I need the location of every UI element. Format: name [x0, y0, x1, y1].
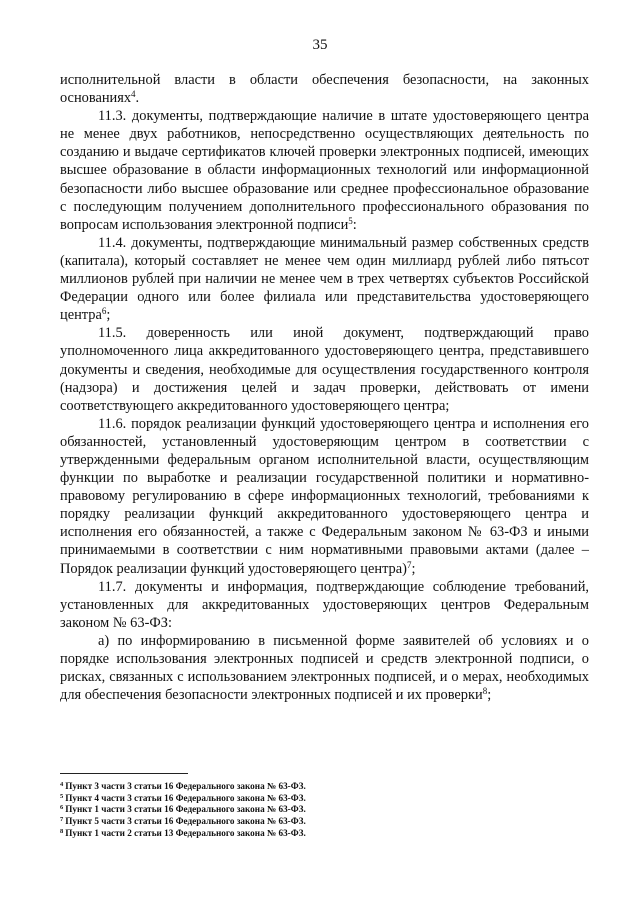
footnote-4: $^4$ Пункт 3 части 3 статьи 16 Федерального закона № 63-ФЗ.: [60, 781, 306, 791]
paragraph-11-4: 11.4. документы, подтверждающие минимальный размер собственных средств (капитала), который составляет не менее чем один миллиард рублей либо пятьсот миллионов рублей при наличии не менее чем в трех четвертях субъектов Российской Федерации одного или более филиала или представительства удостоверяющего центра$^6$;: [60, 234, 589, 324]
footnote-7: $^7$ Пункт 5 части 3 статьи 16 Федерального закона № 63-ФЗ.: [60, 816, 306, 827]
footnote-8: $^8$ Пункт 1 части 2 статьи 13 Федерального закона № 63-ФЗ.: [60, 827, 306, 838]
page-number: 35: [312, 37, 328, 53]
body-text: [60, 71, 589, 704]
footnote-ref[interactable]: 4: [131, 89, 136, 100]
paragraph-11-7-a: а) по информированию в письменной форме заявителей об условиях и о порядке использования электронных подписей и средств электронной подписи, о рисках, связанных с использованием электронных подписей, и о мерах, необходимых для обеспечения безопасности электронных подписей и их проверки$^8$;: [60, 632, 589, 704]
footnote-ref[interactable]: 5: [348, 215, 353, 226]
paragraph-11-6: 11.6. порядок реализации функций удостоверяющего центра и исполнения его обязанностей, установленный удостоверяющим центром в соответствии с утвержденными федеральным органом исполнительной власти, осуществляющим функции по выработке и реализации государственной политики и нормативно-правовому регулированию в сфере информационных технологий, требованиями к порядку реализации функций аккредитованного удостоверяющего центра и исполнения его обязанностей, а также с Федеральным законом № 63-ФЗ и иными принимаемыми в соответствии с ним нормативными правовыми актами (далее – Порядок реализации функций удостоверяющего центра)$^7$;: [60, 415, 589, 577]
footnote-ref[interactable]: 8: [482, 686, 488, 697]
footnote-ref[interactable]: 7: [406, 559, 412, 570]
footnote-5: $^5$ Пункт 4 части 3 статьи 16 Федерального закона № 63-ФЗ.: [60, 792, 306, 803]
footnotes: [60, 781, 589, 840]
paragraph-11-5: 11.5. доверенность или иной документ, подтверждающий право уполномоченного лица аккредитованного удостоверяющего центра, представившего документы и сведения, необходимые для осуществления государственного контроля (надзора) и достижения целей и задач проверки, действовать от имени соответствующего аккредитованного удостоверяющего центра;: [60, 325, 589, 414]
paragraph-continuation: исполнительной власти в области обеспечения безопасности, на законных основаниях$^4$.: [60, 72, 589, 107]
footnote-ref[interactable]: 6: [101, 306, 107, 317]
footnote-6: $^6$ Пункт 1 части 3 статьи 16 Федерального закона № 63-ФЗ.: [60, 804, 306, 815]
footnote-divider: [60, 773, 188, 774]
paragraph-11-7: 11.7. документы и информация, подтверждающие соблюдение требований, установленных для аккредитованных удостоверяющих центров Федеральным законом № 63-ФЗ:: [60, 578, 589, 631]
paragraph-11-3: 11.3. документы, подтверждающие наличие в штате удостоверяющего центра не менее двух работников, непосредственно осуществляющих деятельность по созданию и выдаче сертификатов ключей проверки электронных подписей, имеющих высшее образование в области информационных технологий или информационной безопасности либо высшее образование или среднее профессиональное образование с последующим получением дополнительного профессионального образования по вопросам использования электронной подписи$^5$:: [60, 108, 589, 233]
